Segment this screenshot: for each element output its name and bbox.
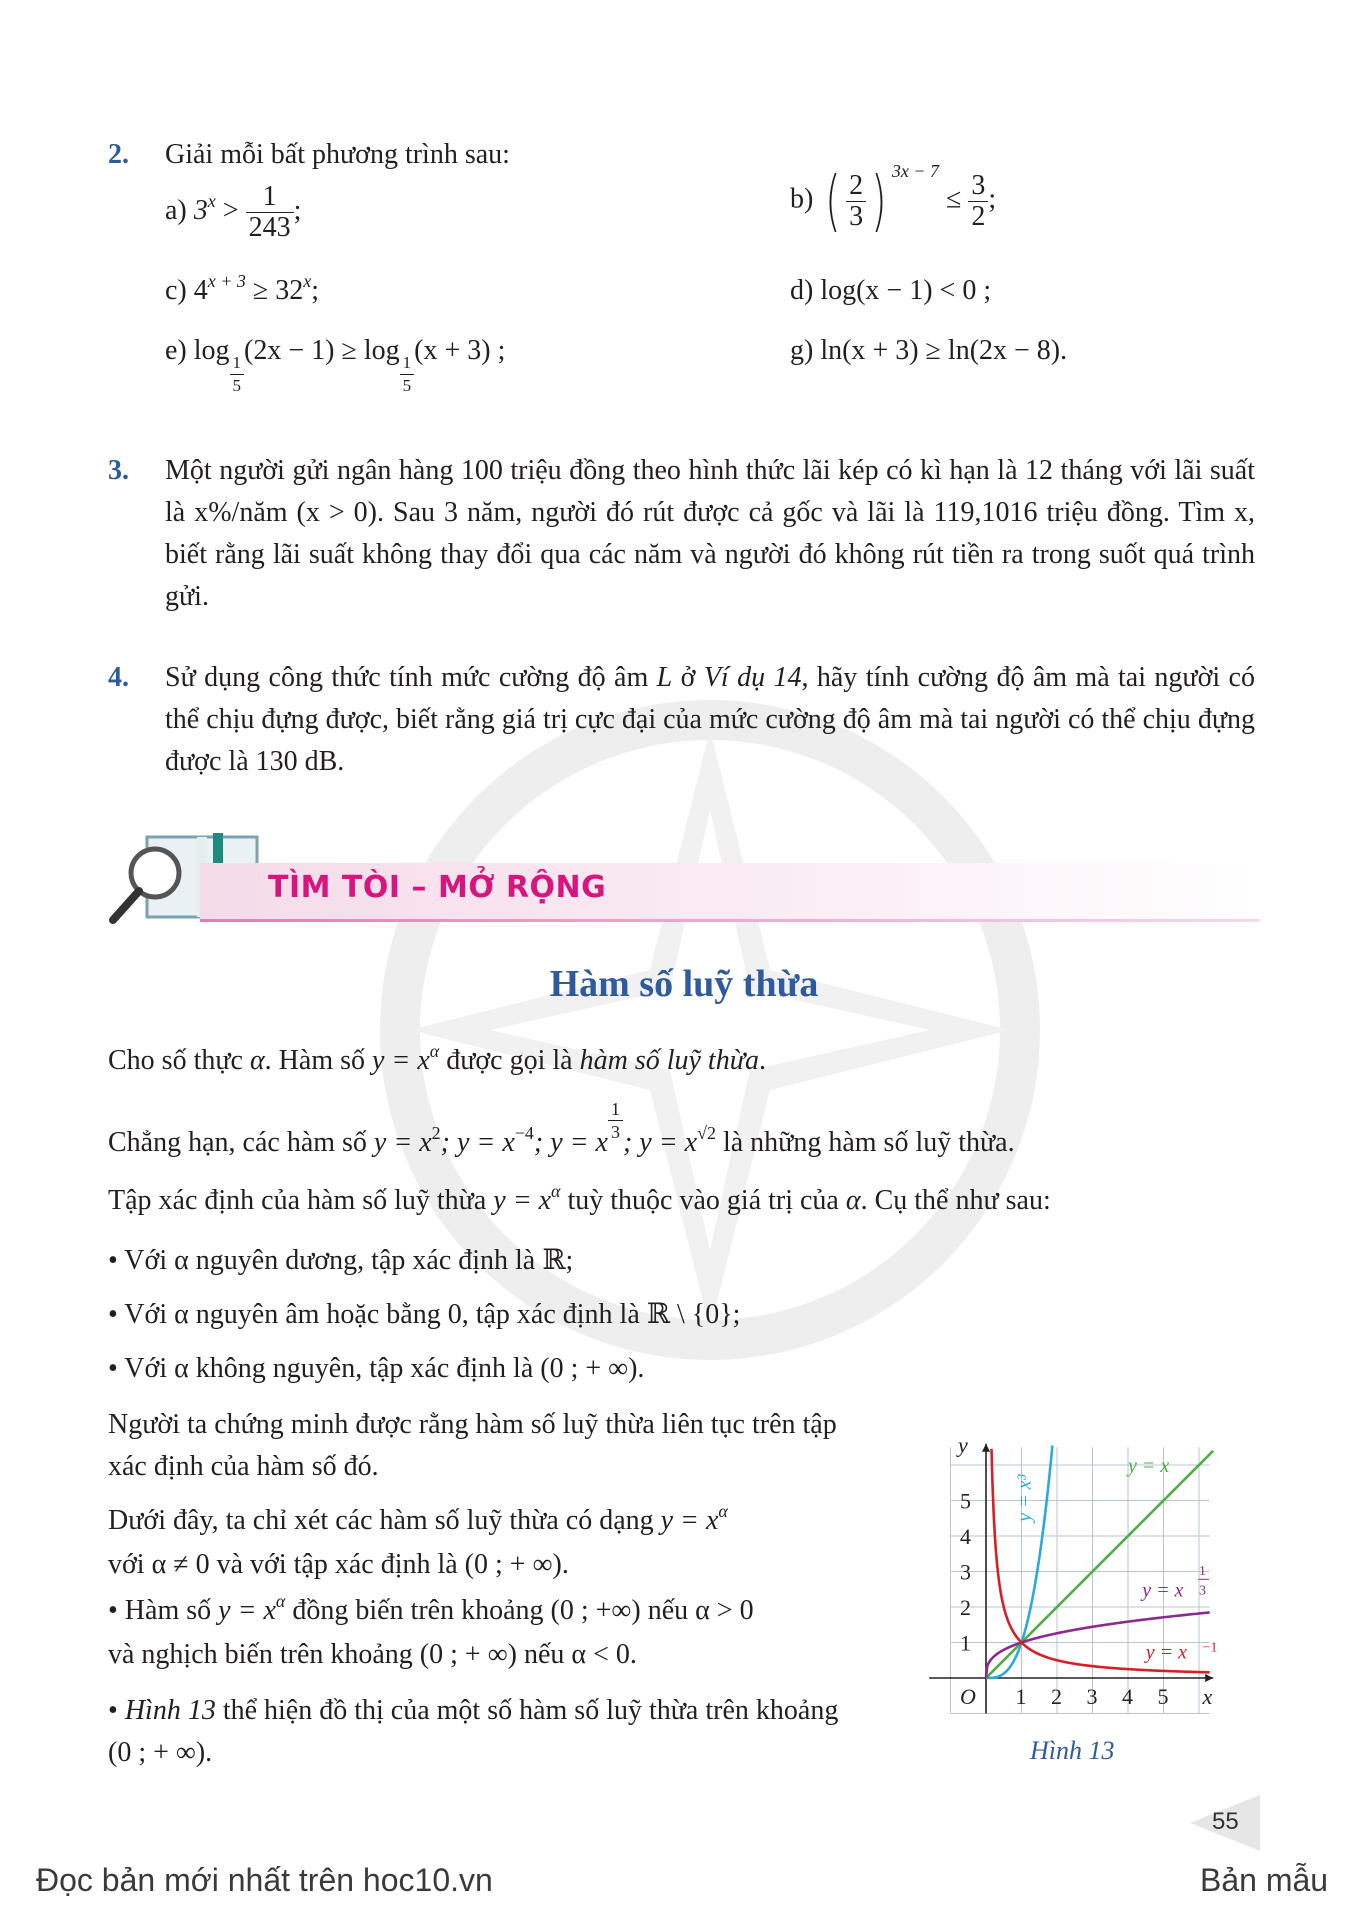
ineq-g: g) ln(x + 3) ≥ ln(2x − 8). [790, 335, 1068, 366]
ineq-d: d) log(x − 1) < 0 ; [790, 275, 992, 306]
ineq-a: a) 3$^x$ > $\frac{1}{243}$ ; [165, 181, 302, 243]
paragraph-definition: Cho số thực α. Hàm số $y = x^\alpha$ được gọi là hàm số luỹ thừa. [108, 1041, 766, 1076]
y-tick-label: 2 [960, 1595, 971, 1620]
x-tick-label: 4 [1122, 1684, 1133, 1709]
paragraph-examples: Chẳng hạn, các hàm số $y = x^2$; $y = x^{-4}$; y = x $\frac{1}{3}$ ; $y = x^{√2}$ là những hàm số luỹ thừa. [108, 1099, 1015, 1158]
page-number: 55 [1212, 1808, 1239, 1835]
x-tick-label: 5 [1157, 1684, 1169, 1709]
paragraph-figure-ref: • Hình 13 thể hiện đồ thị của một số hàm số luỹ thừa trên khoảng (0 ; + ∞). [108, 1695, 839, 1768]
ineq-b: b) ( $\frac{2}{3}$ ) $^{3x - 7}$ ≤ $\frac{3}{2}$ ; [790, 161, 997, 239]
paragraph-continuity: Người ta chứng minh được rằng hàm số luỹ thừa liên tục trên tập xác định của hàm số đó. [108, 1409, 837, 1482]
page-title: Hàm số luỹ thừa [549, 963, 819, 1005]
exercise-2-intro: Giải mỗi bất phương trình sau: [165, 139, 510, 170]
y-tick-label: 5 [960, 1488, 971, 1514]
label-inverse: y = x [1145, 1641, 1187, 1664]
x-tick-label: 3 [1086, 1684, 1098, 1709]
label-cube-root-exp-den: 3 [1199, 1583, 1206, 1599]
label-linear: y = x [1128, 1455, 1170, 1478]
paragraph-form: Dưới đây, ta chỉ xét các hàm số luỹ thừa có dạng $y = x^\alpha$ với α ≠ 0 và với tập xác định là (0 ; + ∞). [108, 1501, 728, 1580]
ineq-e: e) log $\frac{1}{5}$ (2x − 1) ≥ log $\frac{1}{5}$ (x + 3) ; [165, 335, 506, 396]
paragraph-domain: Tập xác định của hàm số luỹ thừa $y = x^\alpha$ tuỳ thuộc vào giá trị của α. Cụ thể như sau: [108, 1181, 1051, 1216]
bullet-item: • Với α nguyên dương, tập xác định là ℝ; [108, 1245, 574, 1276]
ineq-c: c) $4^{x + 3} \ge 32^x$; [165, 271, 320, 306]
label-inverse-exp: −1 [1202, 1640, 1218, 1656]
paragraph-monotonic: • Hàm số $y = x^\alpha$ đồng biến trên khoảng (0 ; +∞) nếu α > 0 và nghịch biến trên khoảng (0 ; + ∞) nếu α < 0. [108, 1591, 754, 1670]
power-functions-graph [920, 1420, 1240, 1720]
x-axis-label: x [1202, 1684, 1213, 1709]
x-tick-label: 1 [1015, 1684, 1027, 1709]
label-cube-root: y = x [1142, 1579, 1184, 1602]
section-title: TÌM TÒI – MỞ RỘNG [268, 870, 607, 905]
label-cube: y = x³ [1013, 1474, 1036, 1522]
exercise-3-text: Một người gửi ngân hàng 100 triệu đồng theo hình thức lãi kép có kì hạn là 12 tháng với lãi suất là x%/năm (x > 0). Sau 3 năm, người đó rút được cả gốc và lãi là 119,1016 triệu đồng. Tìm x, biết rằng lãi suất không thay đổi qua các năm và người đó không rút tiền ra trong suốt quá trình gửi. [165, 455, 1255, 612]
bullet-item: • Với α nguyên âm hoặc bằng 0, tập xác định là ℝ \ {0}; [108, 1299, 741, 1330]
label-cube-root-exp-num: 1 [1199, 1564, 1206, 1580]
y-tick-label: 1 [960, 1630, 971, 1656]
y-axis-label: y [958, 1432, 968, 1458]
footer-sample-label: Bản mẫu [1200, 1862, 1329, 1898]
exercise-number: 2. [108, 139, 129, 170]
section-underline [200, 919, 1260, 922]
x-axis-arrow [1205, 1674, 1213, 1682]
exercise-4-number: 4. [108, 662, 129, 693]
origin-label: O [960, 1684, 976, 1709]
y-tick-label: 4 [960, 1524, 971, 1549]
exercise-3-number: 3. [108, 455, 129, 486]
x-tick-label: 2 [1051, 1684, 1062, 1709]
figure-caption: Hình 13 [1030, 1736, 1115, 1765]
exercise-4-text: Sử dụng công thức tính mức cường độ âm L ở Ví dụ 14, hãy tính cường độ âm mà tai người có thể chịu đựng được, biết rằng giá trị cực đại của mức cường độ âm mà tai người có thể chịu đựng được là 130 dB. [165, 662, 1255, 777]
y-axis-arrow [982, 1444, 990, 1452]
y-tick-label: 3 [960, 1559, 971, 1585]
footer-link-text[interactable]: Đọc bản mới nhất trên hoc10.vn [36, 1862, 493, 1898]
bullet-item: • Với α không nguyên, tập xác định là (0 ; + ∞). [108, 1353, 645, 1384]
exercise-2 [108, 134, 129, 176]
